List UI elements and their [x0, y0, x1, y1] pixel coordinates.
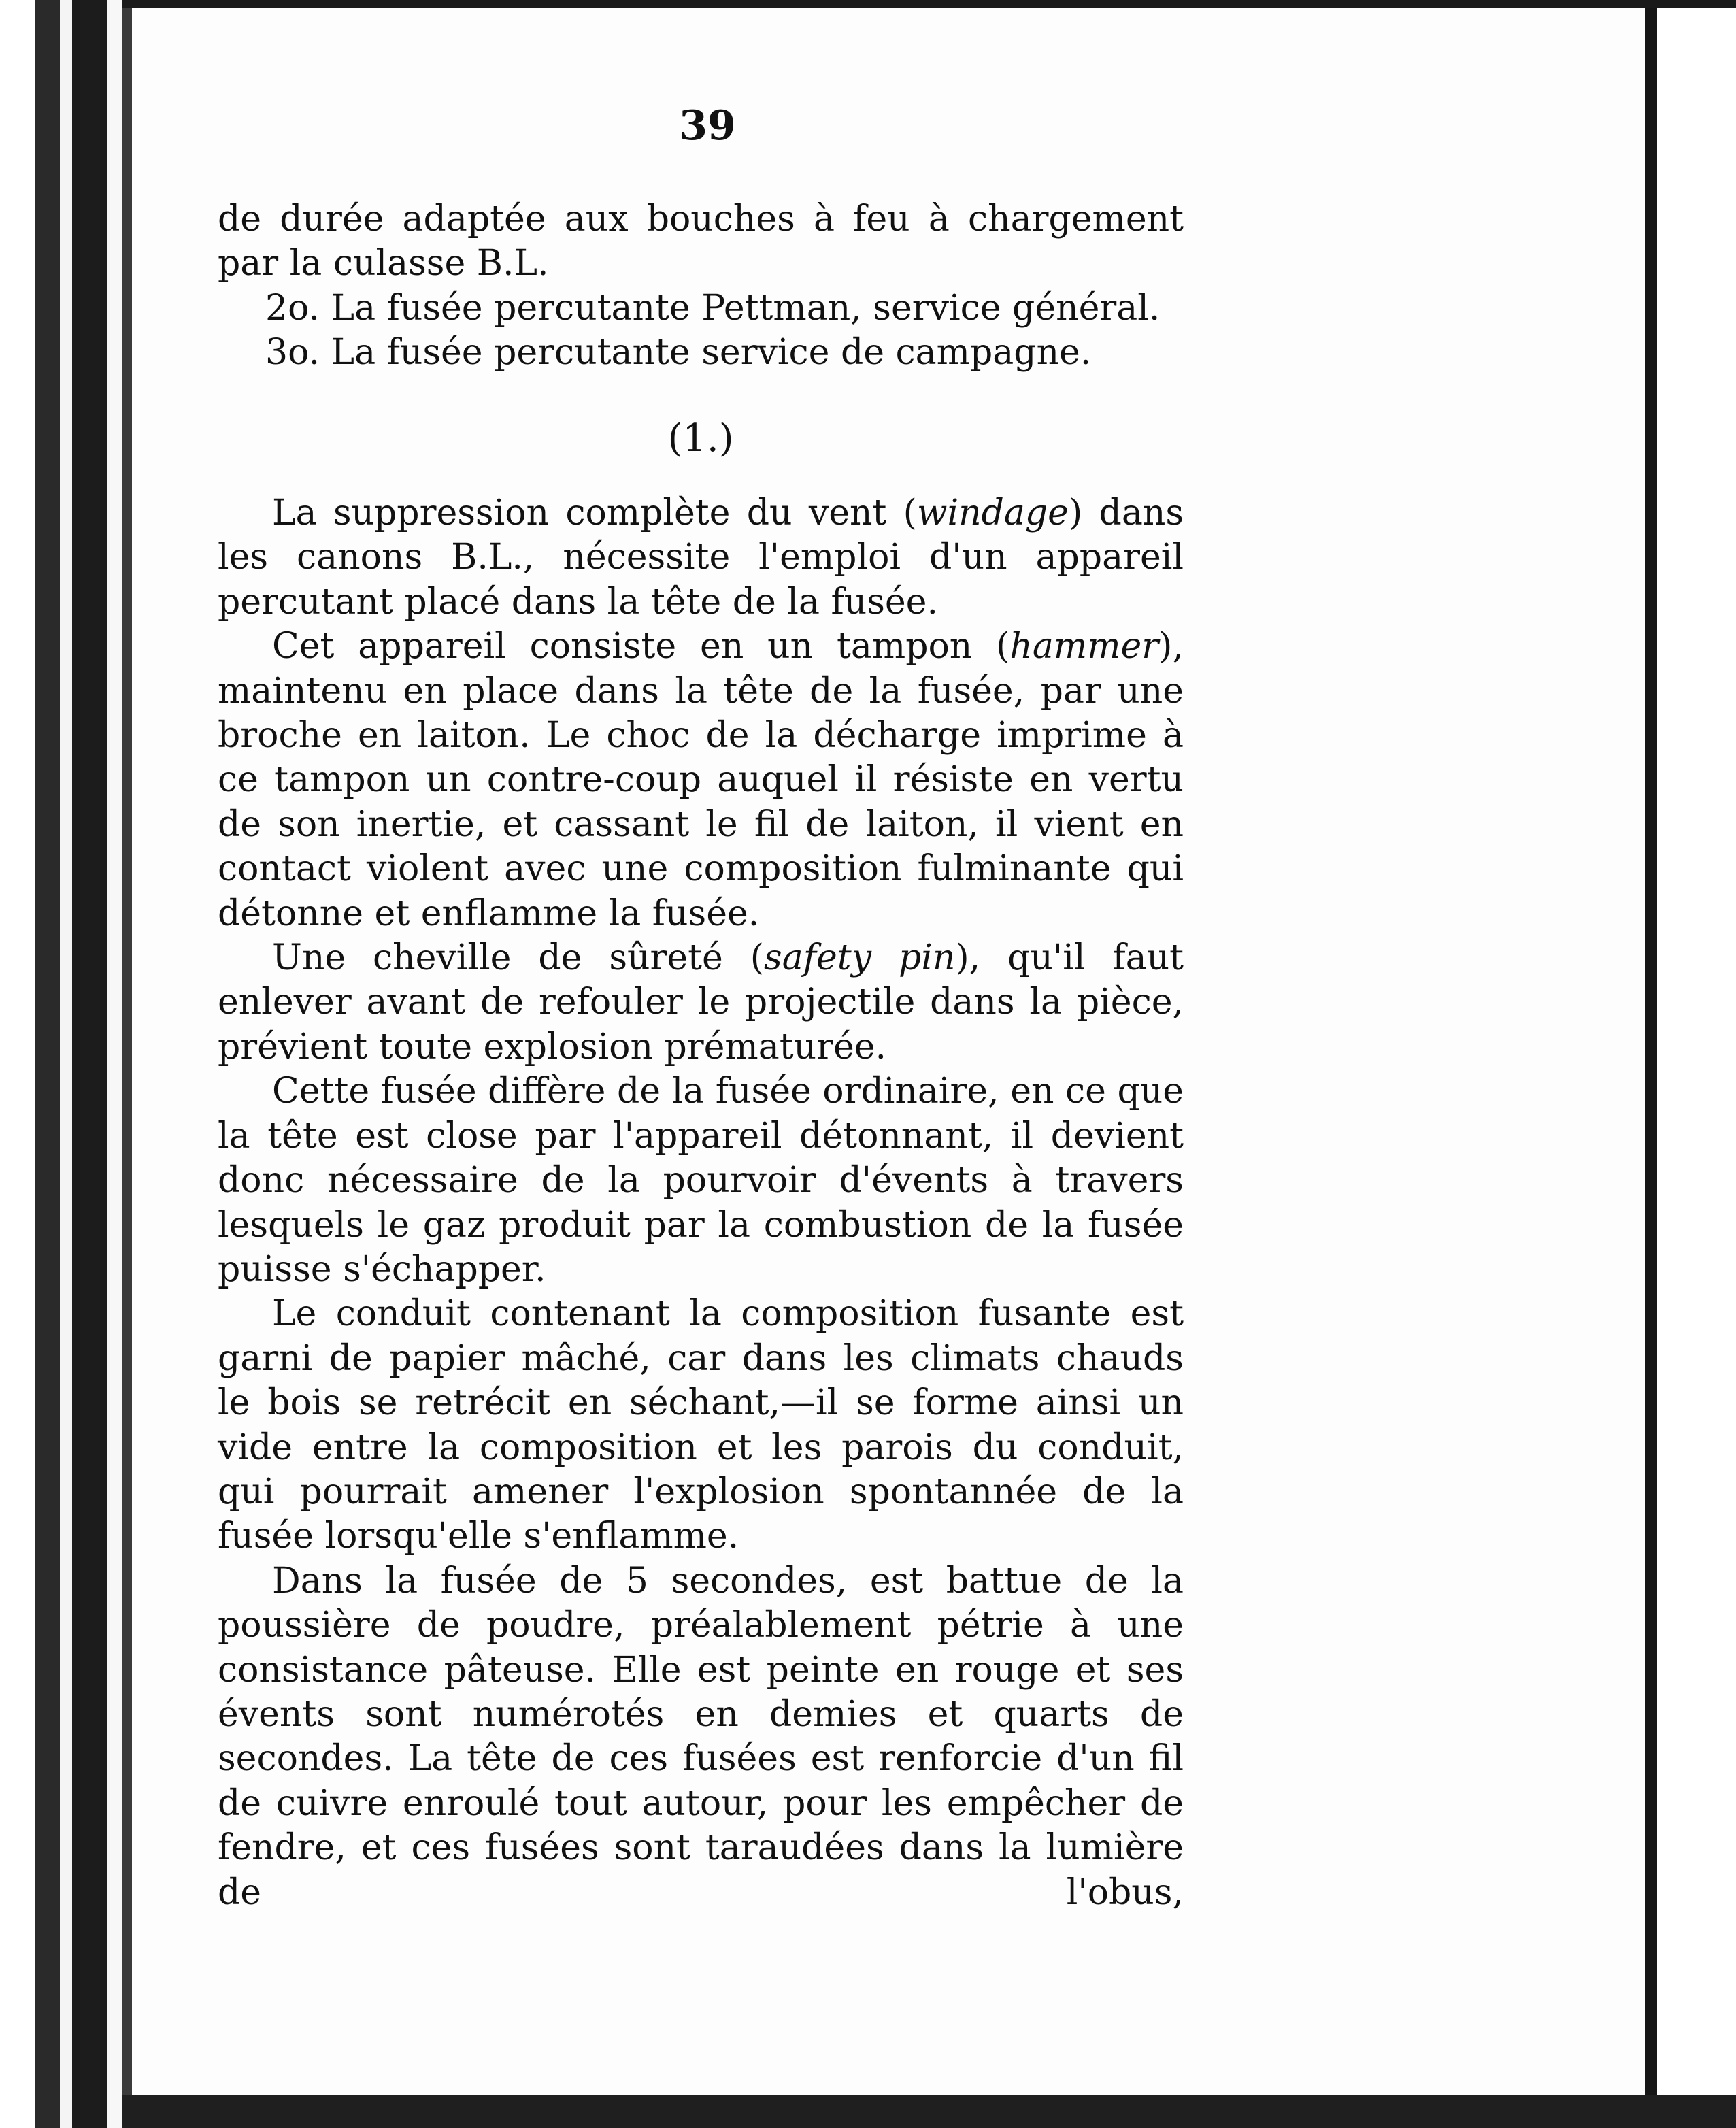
list-item: 2o. La fusée percutante Pettman, service général. [265, 287, 1161, 329]
paragraph-text: ) dans les canons B.L., nécessite l'emploi d'un appareil percutant placé dans la tête de la fusée. [218, 493, 1184, 622]
italic-term: safety pin [764, 937, 956, 979]
intro-line: de durée adaptée aux bouches à feu à chargement [218, 199, 1184, 239]
page-gap-right [1645, 8, 1657, 2095]
facing-page-edge [1657, 8, 1736, 2095]
page-gutter-line [122, 0, 132, 2128]
paragraph [218, 625, 1184, 936]
scan-margin-left [0, 0, 35, 2128]
paragraph [218, 491, 1184, 625]
intro-text [218, 197, 1184, 376]
paragraph-text: Cet appareil consiste en un tampon ( [272, 626, 1010, 667]
paragraph: Dans la fusée de 5 secondes, est battue de la poussière de poudre, préalablement pétrie à une consistance pâteuse. Elle est peinte en rouge et ses évents sont numérotés en demies et quarts de secondes. La tête de ces fusées est renforcie d'un fil de cuivre enroulé tout autour, pour les empêcher de fendre, et ces fusées sont taraudées dans la lumière de l'obus, [218, 1560, 1184, 1913]
body-text [218, 491, 1184, 1915]
list-item: 3o. La fusée percutante service de campagne. [265, 332, 1092, 373]
paragraph [218, 936, 1184, 1069]
paragraph: Cette fusée diffère de la fusée ordinaire, en ce que la tête est close par l'appareil détonnant, il devient donc nécessaire de la pourvoir d'évents à travers lesquels le gaz produit par la combustion de la fusée puisse s'échapper. [218, 1071, 1184, 1290]
page-edge-strip-inner [107, 0, 122, 2128]
binding-shadow-inner [72, 0, 107, 2128]
scan-border-bottom [122, 2095, 1736, 2128]
binding-shadow [35, 0, 60, 2128]
italic-term: windage [916, 493, 1069, 533]
paragraph-text: ), qu'il faut enlever avant de refouler le projectile dans la pièce, prévient toute explosion prématurée. [218, 937, 1184, 1067]
scan-border-top [122, 0, 1736, 8]
page-edge-strip [60, 0, 72, 2128]
page-number: 39 [679, 102, 736, 150]
italic-term: hammer [1009, 626, 1159, 667]
intro-line: par la culasse B.L. [218, 243, 549, 284]
section-heading: (1.) [667, 416, 734, 461]
paragraph: Le conduit contenant la composition fusante est garni de papier mâché, car dans les climats chauds le bois se retrécit en séchant,—il se forme ainsi un vide entre la composition et les parois du conduit, qui pourrait amener l'explosion spontannée de la fusée lorsqu'elle s'enflamme. [218, 1293, 1184, 1557]
paragraph-text: La suppression complète du vent ( [272, 493, 917, 533]
paragraph-text: Une cheville de sûreté ( [272, 937, 765, 979]
paragraph-text: ), maintenu en place dans la tête de la fusée, par une broche en laiton. Le choc de la décharge imprime à ce tampon un contre-coup auquel il résiste en vertu de son inertie, et cassant le fil de laiton, il vient en contact violent avec une composition fulminante qui détonne et enflamme la fusée. [218, 626, 1184, 934]
